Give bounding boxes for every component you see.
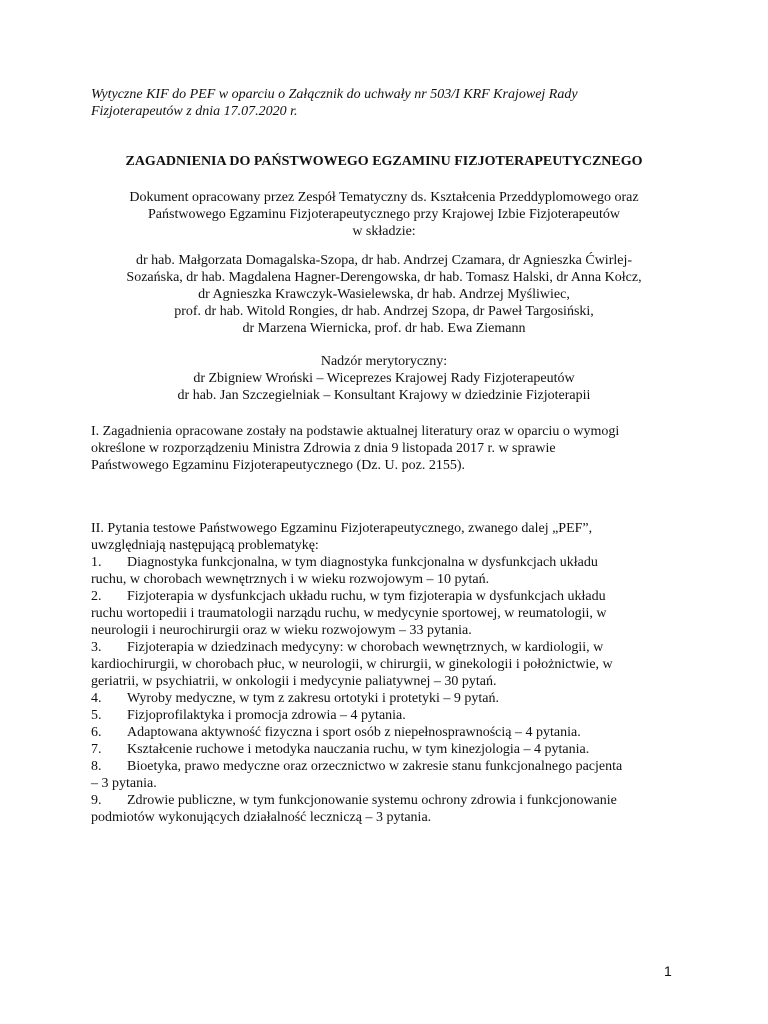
list-item-continuation-line: ruchu wortopedii i traumatologii narządu ruchu, w medycynie sportowej, w reumatologii, w [91,606,607,621]
list-item-first-line [91,690,691,707]
list-item-text: Zdrowie publiczne, w tym funkcjonowanie systemu ochrony zdrowia i funkcjonowanie [127,793,617,808]
list-item-first-line [91,639,691,656]
section-ii-line: uwzględniają następującą problematykę: [91,538,319,553]
list-item-first-line [91,554,691,571]
list-item-number: 5. [91,708,102,723]
list-item-text: Adaptowana aktywność fizyczna i sport osób z niepełnosprawnością – 4 pytania. [127,725,581,740]
header-note-line: Fizjoterapeutów z dnia 17.07.2020 r. [91,104,298,119]
page-number: 1 [664,963,672,979]
topic-list [91,554,691,826]
list-item-text: Wyroby medyczne, w tym z zakresu ortotyki i protetyki – 9 pytań. [127,691,500,706]
list-item-number: 7. [91,742,102,757]
list-item-first-line [91,741,691,758]
list-item [91,724,691,741]
intro-line: w składzie: [352,224,416,239]
list-item [91,707,691,724]
list-item-continuation-line: kardiochirurgii, w chorobach płuc, w neurologii, w chirurgii, w ginekologii i położnictwie, w [91,657,613,672]
section-i-line: I. Zagadnienia opracowane zostały na podstawie aktualnej literatury oraz w oparciu o wymogi [91,424,620,439]
list-item-number: 6. [91,725,102,740]
list-item [91,588,691,639]
section-i-line: określone w rozporządzeniu Ministra Zdrowia z dnia 9 listopada 2017 r. w sprawie [91,441,556,456]
authors-line: dr Marzena Wiernicka, prof. dr hab. Ewa Ziemann [242,321,526,336]
section-ii-line: II. Pytania testowe Państwowego Egzaminu Fizjoterapeutycznego, zwanego dalej „PEF”, [91,521,593,536]
list-item-number: 3. [91,640,102,655]
list-item-number: 1. [91,555,102,570]
intro-line: Państwowego Egzaminu Fizjoterapeutycznego przy Krajowej Izbie Fizjoterapeutów [148,207,620,222]
list-item-continuation-line: podmiotów wykonujących działalność leczniczą – 3 pytania. [91,810,432,825]
authors-line: dr Agnieszka Krawczyk-Wasielewska, dr hab. Andrzej Myśliwiec, [198,287,570,302]
list-item-continuation-line: neurologii i neurochirurgii oraz w wieku rozwojowym – 33 pytania. [91,623,472,638]
list-item-first-line [91,588,691,605]
list-item [91,554,691,588]
list-item-text: Diagnostyka funkcjonalna, w tym diagnostyka funkcjonalna w dysfunkcjach układu [127,555,598,570]
list-item [91,639,691,690]
list-item-number: 2. [91,589,102,604]
list-item [91,690,691,707]
intro-paragraph [0,189,768,240]
section-i-paragraph [91,423,691,474]
list-item-text: Fizjoterapia w dysfunkcjach układu ruchu, w tym fizjoterapia w dysfunkcjach układu [127,589,606,604]
list-item-continuation-line: ruchu, w chorobach wewnętrznych i w wieku rozwojowym – 10 pytań. [91,572,490,587]
list-item [91,741,691,758]
list-item-number: 8. [91,759,102,774]
header-note-line: Wytyczne KIF do PEF w oparciu o Załącznik do uchwały nr 503/I KRF Krajowej Rady [91,87,578,102]
supervision-line: dr hab. Jan Szczegielniak – Konsultant Krajowy w dziedzinie Fizjoterapii [177,388,591,403]
authors-line: dr hab. Małgorzata Domagalska-Szopa, dr hab. Andrzej Czamara, dr Agnieszka Ćwirlej- [135,253,633,268]
authors-list [0,252,768,337]
supervision-line: Nadzór merytoryczny: [320,354,448,369]
list-item [91,792,691,826]
list-item-first-line [91,792,691,809]
list-item-text: Kształcenie ruchowe i metodyka nauczania ruchu, w tym kinezjologia – 4 pytania. [127,742,590,757]
authors-line: prof. dr hab. Witold Rongies, dr hab. Andrzej Szopa, dr Paweł Targosiński, [174,304,594,319]
list-item-text: Fizjoterapia w dziedzinach medycyny: w chorobach wewnętrznych, w kardiologii, w [127,640,604,655]
authors-line: Sozańska, dr hab. Magdalena Hagner-Derengowska, dr hab. Tomasz Halski, dr Anna Kołcz, [126,270,642,285]
list-item-continuation-line: geriatrii, w psychiatrii, w onkologii i medycynie paliatywnej – 30 pytań. [91,674,497,689]
intro-line: Dokument opracowany przez Zespół Tematyczny ds. Kształcenia Przeddyplomowego oraz [129,190,639,205]
list-item-text: Bioetyka, prawo medyczne oraz orzecznictwo w zakresie stanu funkcjonalnego pacjenta [127,759,623,774]
document-title: ZAGADNIENIA DO PAŃSTWOWEGO EGZAMINU FIZJOTERAPEUTYCZNEGO [125,154,643,169]
supervision-block [0,353,768,404]
list-item-continuation-line: – 3 pytania. [91,776,157,791]
list-item-first-line [91,724,691,741]
supervision-line: dr Zbigniew Wroński – Wiceprezes Krajowej Rady Fizjoterapeutów [193,371,575,386]
list-item-number: 4. [91,691,102,706]
header-note [91,86,691,120]
list-item-number: 9. [91,793,102,808]
section-i-line: Państwowego Egzaminu Fizjoterapeutycznego (Dz. U. poz. 2155). [91,458,466,473]
list-item-first-line [91,707,691,724]
list-item-first-line [91,758,691,775]
list-item [91,758,691,792]
section-ii-paragraph [91,520,691,554]
list-item-text: Fizjoprofilaktyka i promocja zdrowia – 4 pytania. [127,708,406,723]
